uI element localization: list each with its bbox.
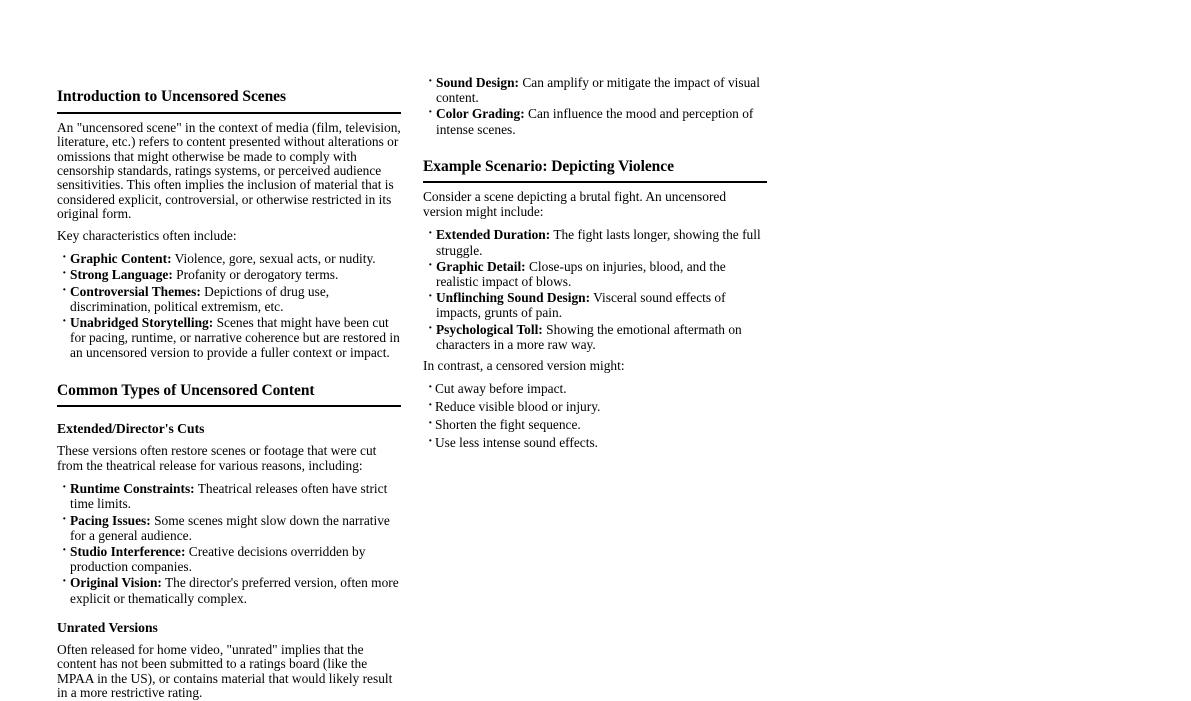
list-item-term: Extended Duration:	[436, 227, 551, 243]
subheading-unrated-versions: Unrated Versions	[57, 619, 158, 635]
list-item: · Reduce visible blood or injury.	[423, 399, 767, 416]
subheading-directors-cuts: Extended/Director's Cuts	[57, 421, 205, 437]
technique-list	[423, 75, 767, 137]
list-item-text: Profanity or derogatory terms.	[176, 267, 339, 283]
right-column	[423, 0, 767, 452]
heading-introduction: Introduction to Uncensored Scenes	[57, 88, 401, 114]
censored-version-list	[423, 381, 767, 451]
list-item: · Shorten the fight sequence.	[423, 417, 767, 434]
list-item	[423, 75, 767, 105]
heading-example-scenario: Example Scenario: Depicting Violence	[423, 158, 767, 184]
list-item-text: Theatrical releases often have strict time limits.	[70, 481, 388, 512]
list-item-text: Can amplify or mitigate the impact of visual content.	[436, 75, 760, 106]
list-item-text: The fight lasts longer, showing the full struggle.	[436, 227, 761, 258]
list-item	[57, 251, 401, 266]
list-item-text: Depictions of drug use, discrimination, political extremism, etc.	[70, 283, 330, 314]
list-item-text: Scenes that might have been cut for pacing, runtime, or narrative coherence but are restored in an uncensored version to provide a fuller context or impact.	[70, 315, 400, 361]
list-item	[57, 575, 401, 605]
list-item-text: Creative decisions overridden by production companies.	[70, 543, 366, 575]
characteristics-lead-in: Key characteristics often include:	[57, 227, 237, 243]
heading-common-types: Common Types of Uncensored Content	[57, 382, 401, 408]
list-item-term: Runtime Constraints:	[70, 481, 195, 497]
list-item-term: Sound Design:	[436, 75, 519, 90]
list-item	[57, 544, 401, 574]
directors-cuts-paragraph: These versions often restore scenes or footage that were cut from the theatrical release for various reasons, including:	[57, 443, 377, 473]
list-item-text: Close-ups on injuries, blood, and the realistic impact of blows.	[436, 258, 726, 289]
list-item	[57, 315, 401, 361]
list-item-text: Visceral sound effects of impacts, grunts of pain.	[436, 290, 726, 321]
list-item-term: Graphic Content:	[70, 251, 172, 267]
list-item	[57, 267, 401, 282]
list-item	[57, 481, 401, 511]
intro-paragraph: An "uncensored scene" in the context of media (film, television, literature, etc.) refers to content presented without alterations or omissions that might otherwise be made to comply with censorship standards, ratings systems, or perceived audience sensitivities. This often implies the inclusion of material that is considered explicit, controversial, or otherwise restricted in its original form.	[57, 119, 401, 222]
list-item	[423, 259, 767, 289]
list-item-text: Violence, gore, sexual acts, or nudity.	[174, 251, 376, 267]
uncensored-version-list	[423, 227, 767, 352]
list-item-term: Psychological Toll:	[436, 321, 543, 337]
list-item: · Use less intense sound effects.	[423, 435, 767, 452]
list-item-text: The director's preferred version, often more explicit or thematically complex.	[70, 575, 399, 606]
list-item	[57, 284, 401, 314]
characteristics-list	[57, 251, 401, 360]
directors-cuts-reasons-list	[57, 481, 401, 606]
list-item-term: Studio Interference:	[70, 543, 186, 559]
list-item-term: Pacing Issues:	[70, 512, 151, 528]
list-item-term: Color Grading:	[436, 106, 525, 122]
list-item-term: Strong Language:	[70, 267, 173, 283]
list-item	[57, 513, 401, 543]
list-item-term: Unabridged Storytelling:	[70, 315, 214, 331]
list-item-text: Can influence the mood and perception of intense scenes.	[436, 106, 754, 137]
list-item-term: Controversial Themes:	[70, 283, 201, 299]
list-item	[423, 290, 767, 320]
unrated-versions-paragraph: Often released for home video, "unrated" implies that the content has not been submitted to a ratings board (like the MPAA in the US), or contains material that would likely result in a more restrictive rating.	[57, 641, 393, 701]
list-item	[423, 227, 767, 257]
list-item-term: Graphic Detail:	[436, 258, 526, 274]
list-item-term: Original Vision:	[70, 575, 162, 591]
censored-version-lead-in: In contrast, a censored version might:	[423, 357, 625, 373]
list-item: · Cut away before impact.	[423, 381, 767, 398]
list-item-text: Showing the emotional aftermath on characters in a more raw way.	[436, 321, 742, 352]
list-item	[423, 106, 767, 136]
scenario-intro-paragraph: Consider a scene depicting a brutal fight. An uncensored version might include:	[423, 189, 727, 219]
list-item-text: Some scenes might slow down the narrative for a general audience.	[70, 512, 390, 543]
list-item	[423, 322, 767, 352]
left-column	[57, 0, 401, 701]
list-item-term: Unflinching Sound Design:	[436, 290, 591, 306]
